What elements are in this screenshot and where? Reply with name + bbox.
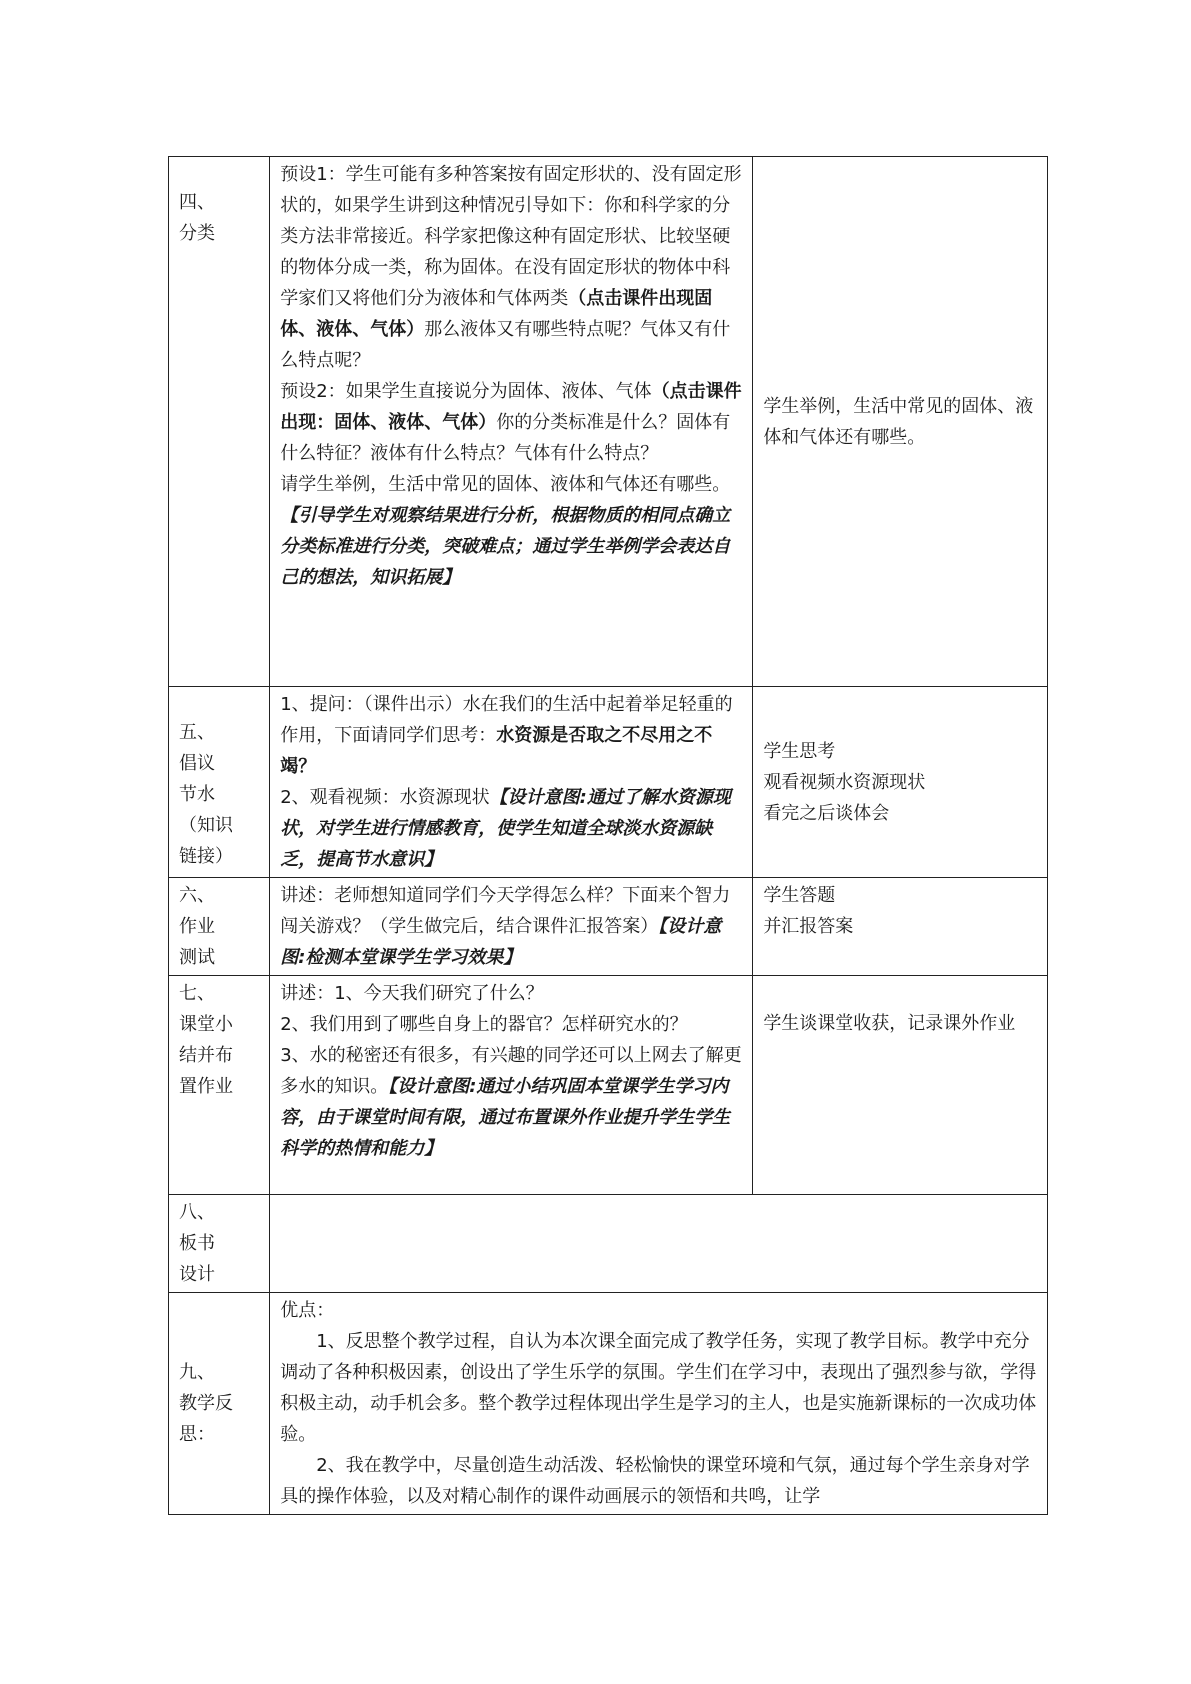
stage-cell — [169, 976, 270, 1195]
student-activity-cell — [753, 878, 1048, 976]
stage-number: 八、 — [179, 1202, 215, 1223]
student-activity-cell — [753, 976, 1048, 1195]
table-row-summary — [169, 976, 1048, 1195]
student-activity-line: 学生答题 — [763, 885, 836, 906]
stage-title-line: 测试 — [179, 947, 215, 968]
stage-cell — [169, 878, 270, 976]
stage-title-line: 设计 — [179, 1264, 215, 1285]
reflection-paragraph: 1、反思整个教学过程，自认为本次课全面完成了教学任务，实现了教学目标。教学中充分调动了各种积极因素，创设出了学生乐学的氛围。学生们在学习中，表现出了强烈参与欲，学得积极主动，动手机会多。整个教学过程体现出学生是学习的主人，也是实施新课标的一次成功体验。 — [280, 1331, 1037, 1445]
stage-number: 七、 — [179, 983, 215, 1004]
table-row-homework-test — [169, 878, 1048, 976]
stage-cell — [169, 157, 270, 687]
question-paragraph: 1、提问：（课件出示）水在我们的生活中起着举足轻重的作用，下面请同学们思考：水资源是否取之不尽用之不竭？ — [280, 694, 733, 777]
student-activity-line: 观看视频水资源现状 — [763, 771, 926, 793]
student-activity-text: 学生举例，生活中常见的固体、液体和气体还有哪些。 — [763, 395, 1034, 448]
narration-paragraph: 讲述：老师想知道同学们今天学得怎么样？下面来个智力闯关游戏？（学生做完后，结合课件汇报答案）【设计意图:检测本堂课学生学习效果】 — [280, 885, 731, 968]
stage-cell — [169, 1195, 270, 1293]
stage-title-line: 节水 — [179, 784, 215, 805]
teacher-activity-cell — [270, 157, 753, 687]
stage-title-line: 课堂小 — [179, 1014, 233, 1035]
stage-cell — [169, 1293, 270, 1515]
stage-title-line: 作业 — [179, 916, 215, 937]
teacher-activity-cell — [270, 687, 753, 878]
reflection-paragraph: 2、我在教学中，尽量创造生动活泼、轻松愉快的课堂环境和气氛，通过每个学生亲身对学具的操作体验，以及对精心制作的课件动画展示的领悟和共鸣，让学 — [280, 1455, 1030, 1507]
teacher-activity-cell — [270, 976, 753, 1195]
student-activity-text: 学生谈课堂收获，记录课外作业 — [763, 1013, 1016, 1034]
table-row-save-water — [169, 687, 1048, 878]
student-activity-cell — [753, 157, 1048, 687]
lesson-plan-table — [168, 156, 1048, 1515]
summary-paragraph: 3、水的秘密还有很多，有兴趣的同学还可以上网去了解更多水的知识。【设计意图:通过小结巩固本堂课学生学习内容，由于课堂时间有限，通过布置课外作业提升学生学生科学的热情和能力】 — [280, 1045, 742, 1159]
student-activity-line: 学生思考 — [763, 740, 836, 762]
student-activity-line: 并汇报答案 — [763, 916, 854, 937]
stage-title-line: 倡议 — [179, 753, 215, 774]
table-row-reflection — [169, 1293, 1048, 1515]
stage-number: 五、 — [179, 722, 215, 743]
stage-title-line: 结并布 — [179, 1045, 233, 1066]
stage-title-line: 思： — [179, 1424, 215, 1445]
stage-cell — [169, 687, 270, 878]
preset-1-paragraph: 预设1：学生可能有多种答案按有固定形状的、没有固定形状的，如果学生讲到这种情况引导如下：你和科学家的分类方法非常接近。科学家把像这种有固定形状、比较坚硬的物体分成一类，称为固体。在没有固定形状的物体中科学家们又将他们分为液体和气体两类（点击课件出现固体、液体、气体）那么液体又有哪些特点呢？气体又有什么特点呢？ — [280, 164, 742, 371]
design-intent-text: 【引导学生对观察结果进行分析，根据物质的相同点确立分类标准进行分类，突破难点；通过学生举例学会表达自己的想法，知识拓展】 — [280, 505, 731, 588]
summary-line: 讲述：1、今天我们研究了什么？ — [280, 983, 544, 1004]
ask-students-text: 请学生举例，生活中常见的固体、液体和气体还有哪些。 — [280, 474, 731, 495]
stage-title: 分类 — [179, 223, 215, 244]
student-activity-cell — [753, 687, 1048, 878]
stage-title-line: 置作业 — [179, 1076, 233, 1097]
student-activity-line: 看完之后谈体会 — [763, 802, 890, 824]
reflection-cell — [270, 1293, 1048, 1515]
reflection-heading: 优点： — [280, 1300, 335, 1321]
stage-number: 九、 — [179, 1362, 215, 1383]
teacher-activity-cell — [270, 878, 753, 976]
table-row-classify — [169, 157, 1048, 687]
stage-title-line: 教学反 — [179, 1393, 233, 1414]
preset-2-paragraph: 预设2：如果学生直接说分为固体、液体、气体（点击课件出现：固体、液体、气体）你的分类标准是什么？固体有什么特征？液体有什么特点？气体有什么特点？ — [280, 381, 742, 464]
stage-title-line: 板书 — [179, 1233, 215, 1254]
stage-number: 六、 — [179, 885, 215, 906]
stage-title-line: （知识 — [179, 815, 233, 836]
stage-title-line: 链接） — [179, 846, 233, 867]
summary-line: 2、我们用到了哪些自身上的器官？怎样研究水的？ — [280, 1014, 688, 1035]
stage-number: 四、 — [179, 192, 215, 213]
video-paragraph: 2、观看视频：水资源现状【设计意图:通过了解水资源现状，对学生进行情感教育，使学生知道全球淡水资源缺乏，提高节水意识】 — [280, 787, 731, 870]
board-design-cell — [270, 1195, 1048, 1293]
table-row-board-design — [169, 1195, 1048, 1293]
